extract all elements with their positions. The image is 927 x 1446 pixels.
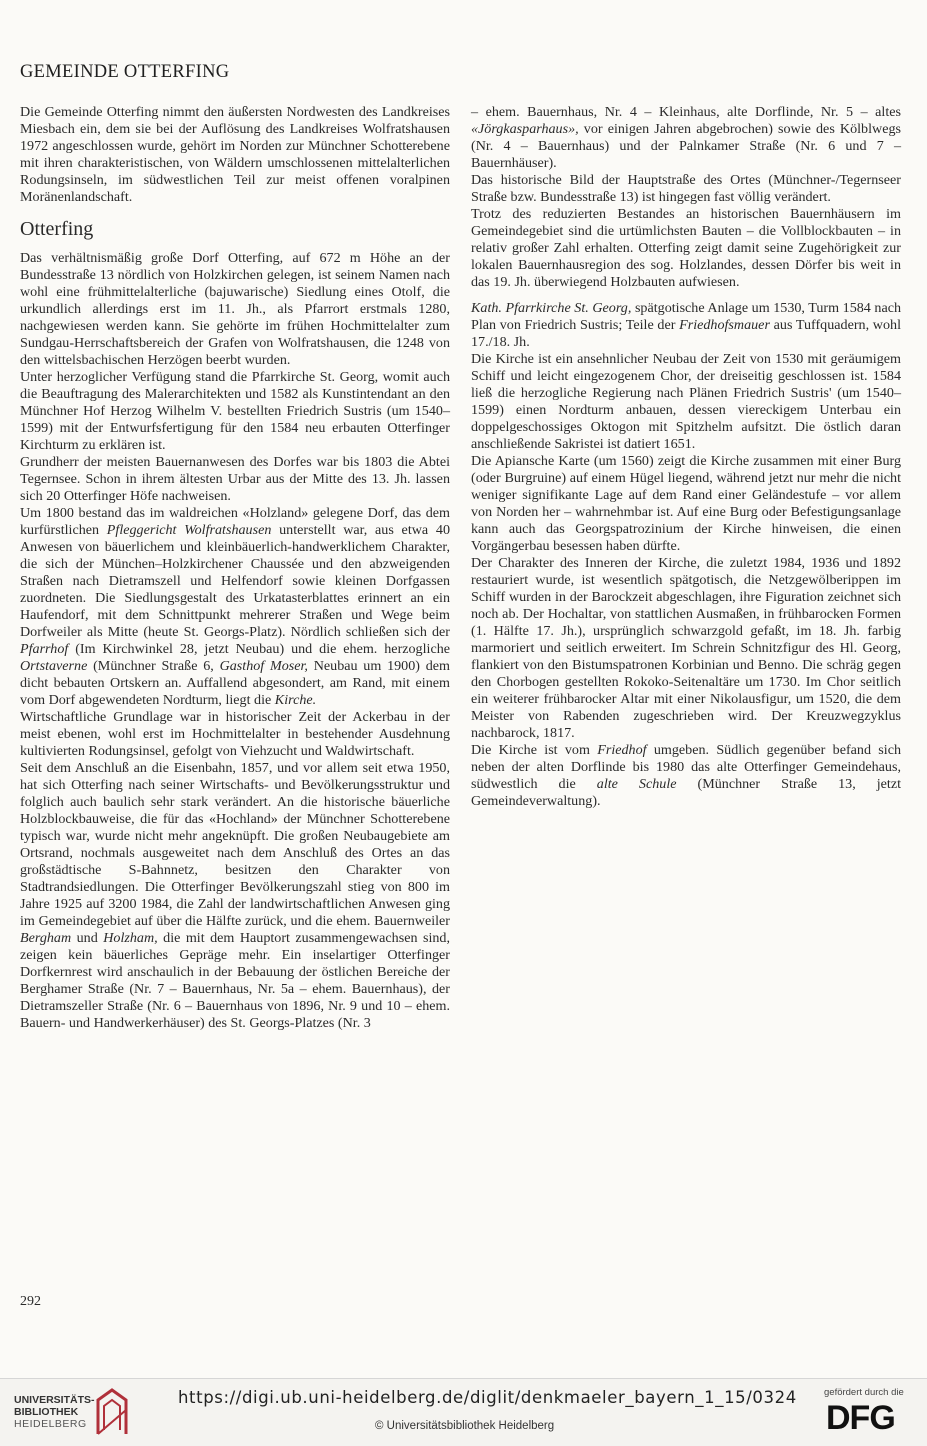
logo-text-line2: BIBLIOTHEK bbox=[14, 1406, 79, 1418]
funding-label: gefördert durch die bbox=[824, 1387, 904, 1398]
paragraph: Die Apiansche Karte (um 1560) zeigt die Kirche zusammen mit einer Burg (oder Burgruine) auf einem Hügel liegend, während jetzt nur mehr die nicht weniger signifikante Lage auf dem Rand einer Geländestufe – vor allem von Norden her – wahrnehmbar ist. Auf eine Burg oder Befestigungsanlage kann auch das Georgspatrozinium der Kirche hinweisen, die einen Vorgängerbau besessen haben dürfte. bbox=[471, 453, 901, 554]
footer-divider bbox=[0, 1378, 927, 1379]
paragraph: – ehem. Bauernhaus, Nr. 4 – Kleinhaus, alte Dorflinde, Nr. 5 – altes «Jörgkasparhaus», vor einigen Jahren abgebrochen) sowie des Kölblwegs (Nr. 4 – Bauernhaus) und der Palnkamer Straße (Nr. 6 und 7 – Bauernhäuser). bbox=[471, 104, 901, 171]
logo-text-line3: HEIDELBERG bbox=[14, 1418, 87, 1430]
paragraph: Unter herzoglicher Verfügung stand die Pfarrkirche St. Georg, womit auch die Beauftragung des Malerarchitekten und 1582 als Kunstintendant an den Münchner Hof Herzog Wilhelm V. bestellten Friedrich Sustris (um 1540–1599) mit der Entwurfsfertigung für den 1584 neu erbauten Otterfinger Kirchturm zu erklären ist. bbox=[20, 369, 450, 453]
paragraph: Seit dem Anschluß an die Eisenbahn, 1857, und vor allem seit etwa 1950, hat sich Otterfing nach seiner Wirtschafts- und Bevölkerungsstruktur und folglich auch baulich sehr stark verändert. An die historische bäuerliche Holzblockbauweise, die für das «Hochland» der Münchner Schotterebene typisch war, wurde nicht mehr angeknüpft. Die großen Neubaugebiete am Ortsrand, nochmals ausgeweitet nach dem Anschluß des Ortes an das großstädtische S-Bahnnetz, besitzen den Charakter von Stadtrandsiedlungen. Die Otterfinger Bevölkerungszahl stieg von 800 im Jahre 1925 auf 3200 1984, die Zahl der landwirtschaftlichen Anwesen ging im Gemeindegebiet auf über die Hälfte zurück, und die ehem. Bauernweiler Bergham und Holzham, die mit dem Hauptort zusammengewachsen sind, zeigen kein bäuerliches Gepräge mehr. Ein inselartiger Otterfinger Dorfkernrest wird anschaulich in der Bebauung der östlichen Bereiche der Berghamer Straße (Nr. 7 – Bauernhaus, Nr. 5a – ehem. Bauernhaus), der Dietramszeller Straße (Nr. 6 – Bauernhaus von 1896, Nr. 9 und 10 – ehem. Bauern- und Handwerkerhäuser) des St. Georgs-Platzes (Nr. 3 bbox=[20, 760, 450, 1031]
paragraph: Wirtschaftliche Grundlage war in historischer Zeit der Ackerbau in der meist ebenen, wohl erst im Hochmittelalter in bestehender Ausdehnung kultivierten Rodungsinsel, gefolgt von Viehzucht und Waldwirtschaft. bbox=[20, 709, 450, 759]
footer-bar bbox=[0, 1378, 927, 1446]
logo-text-line1: UNIVERSITÄTS- bbox=[14, 1394, 95, 1406]
copyright-notice: © Universitätsbibliothek Heidelberg bbox=[375, 1420, 555, 1432]
source-url-link[interactable]: https://digi.ub.uni-heidelberg.de/diglit/denkmaeler_bayern_1_15/0324 bbox=[178, 1388, 797, 1407]
ub-heidelberg-logo[interactable] bbox=[14, 1394, 134, 1438]
page-title: GEMEINDE OTTERFING bbox=[20, 62, 230, 82]
paragraph: Das verhältnismäßig große Dorf Otterfing, auf 672 m Höhe an der Bundesstraße 13 nördlich von Holzkirchen gelegen, ist seinem Namen nach wohl eine frühmittelalterliche (bajuwarische) Siedlung eines Otolf, die urkundlich allerdings erst im 11. Jh., als Pfarrort erstmals 1280, nachgewiesen werden kann. Sie gehörte im frühen Hochmittelalter zum Sundgau-Herrschaftsbereich der Grafen von Wolfratshausen, die 1248 von den wittelsbachischen Herzögen beerbt wurden. bbox=[20, 250, 450, 368]
paragraph: Trotz des reduzierten Bestandes an historischen Bauernhäusern im Gemeindegebiet sind die urtümlichsten Bauten – die Vollblockbauten – in relativ großer Zahl erhalten. Otterfing zeigt damit seine Zugehörigkeit zur lokalen Bauernhausregion des sog. Holzlandes, dessen Dörfer bis weit in das 19. Jh. überwiegend Holzbauten aufwiesen. bbox=[471, 206, 901, 290]
paragraph: Grundherr der meisten Bauernanwesen des Dorfes war bis 1803 die Abtei Tegernsee. Schon in ihrem ältesten Urbar aus der Mitte des 13. Jh. lassen sich 20 Otterfinger Höfe nachweisen. bbox=[20, 454, 450, 504]
left-column bbox=[20, 104, 450, 1032]
church-entry: Kath. Pfarrkirche St. Georg, spätgotische Anlage um 1530, Turm 1584 nach Plan von Friedrich Sustris; Teile der Friedhofsmauer aus Tuffquadern, wohl 17./18. Jh. bbox=[471, 300, 901, 350]
intro-paragraph: Die Gemeinde Otterfing nimmt den äußersten Nordwesten des Landkreises Miesbach ein, dem sie bei der Auflösung des Landkreises Wolfratshausen 1972 angeschlossen wurde, gehört im Norden zur Münchner Schotterebene mit ihren charakteristischen, von Wäldern umschlossenen mittelalterlichen Rodungsinseln, im südwestlichen Teil zur meist offenen voralpinen Moränenlandschaft. bbox=[20, 104, 450, 205]
page-number: 292 bbox=[20, 1294, 41, 1309]
paragraph: Der Charakter des Inneren der Kirche, die zuletzt 1984, 1936 und 1892 restauriert wurde, ist wesentlich spätgotisch, die Netzgewölberippen im Schiff wurden in der Barockzeit abgeschlagen, ihre Figuration zeichnet sich noch ab. Der Hochaltar, von stattlichen Ausmaßen, in frühbarocken Formen (1. Hälfte 17. Jh.), ursprünglich schwarzgold gefaßt, im 18. Jh. farbig marmoriert und seitlich erweitert. Im Schrein Schnitzfigur des Hl. Georg, flankiert von den Bistumspatronen Korbinian und Benno. Die schräg gegen den Chorbogen gestellten Rokoko-Seitenaltäre um 1730. Im Chor seitlich ein weiterer frühbarocker Altar mit einer Nikolausfigur, um 1520, die dem Meister von Rabenden zugeschrieben wird. Der Kreuzwegzyklus nachbarock, 1817. bbox=[471, 555, 901, 741]
dfg-logo[interactable]: DFG bbox=[826, 1399, 895, 1437]
section-heading: Otterfing bbox=[20, 218, 94, 240]
paragraph: Um 1800 bestand das im waldreichen «Holzland» gelegene Dorf, das dem kurfürstlichen Pfleggericht Wolfratshausen unterstellt war, aus etwa 40 Anwesen von bäuerlichem und kleinbäuerlich-handwerklichem Charakter, die sich der München–Holzkirchener Chaussée und den abzweigenden Straßen nach Dietramszell und Helfendorf sowie kleinen Dorfgassen zuordneten. Die Siedlungsgestalt des Urkatasterblattes erinnert an ein Haufendorf, mit dem Schnittpunkt mehrerer Straßen und Wege beim Dorfweiler als Mitte (heute St. Georgs-Platz). Nördlich schließen sich der Pfarrhof (Im Kirchwinkel 28, jetzt Neubau) und die ehem. herzogliche Ortstaverne (Münchner Straße 6, Gasthof Moser, Neubau um 1900) dem dicht bebauten Ortskern an. Auffallend abgesondert, am Rand, mit einem vom Dorf abgewendeten Nordturm, liegt die Kirche. bbox=[20, 505, 450, 708]
paragraph: Die Kirche ist vom Friedhof umgeben. Südlich gegenüber befand sich neben der alten Dorflinde bis 1980 das alte Otterfinger Gemeindehaus, südwestlich die alte Schule (Münchner Straße 13, jetzt Gemeindeverwaltung). bbox=[471, 742, 902, 809]
right-column bbox=[471, 104, 901, 810]
paragraph: Das historische Bild der Hauptstraße des Ortes (Münchner-/Tegernseer Straße bzw. Bundesstraße 13) ist hingegen fast völlig verändert. bbox=[471, 172, 901, 205]
paragraph: Die Kirche ist ein ansehnlicher Neubau der Zeit von 1530 mit geräumigem Schiff und leicht eingezogenem Chor, der dreiseitig geschlossen ist. 1584 ließ die herzogliche Regierung nach Plänen Friedrich Sustris' (um 1540–1599) einen Nordturm anbauen, dessen viereckigem Unterbau ein doppelgeschossiges Oktogon mit Spitzhelm aufsitzt. Die östlich daran anschließende Sakristei ist datiert 1651. bbox=[471, 351, 901, 452]
library-emblem-icon bbox=[92, 1386, 132, 1436]
